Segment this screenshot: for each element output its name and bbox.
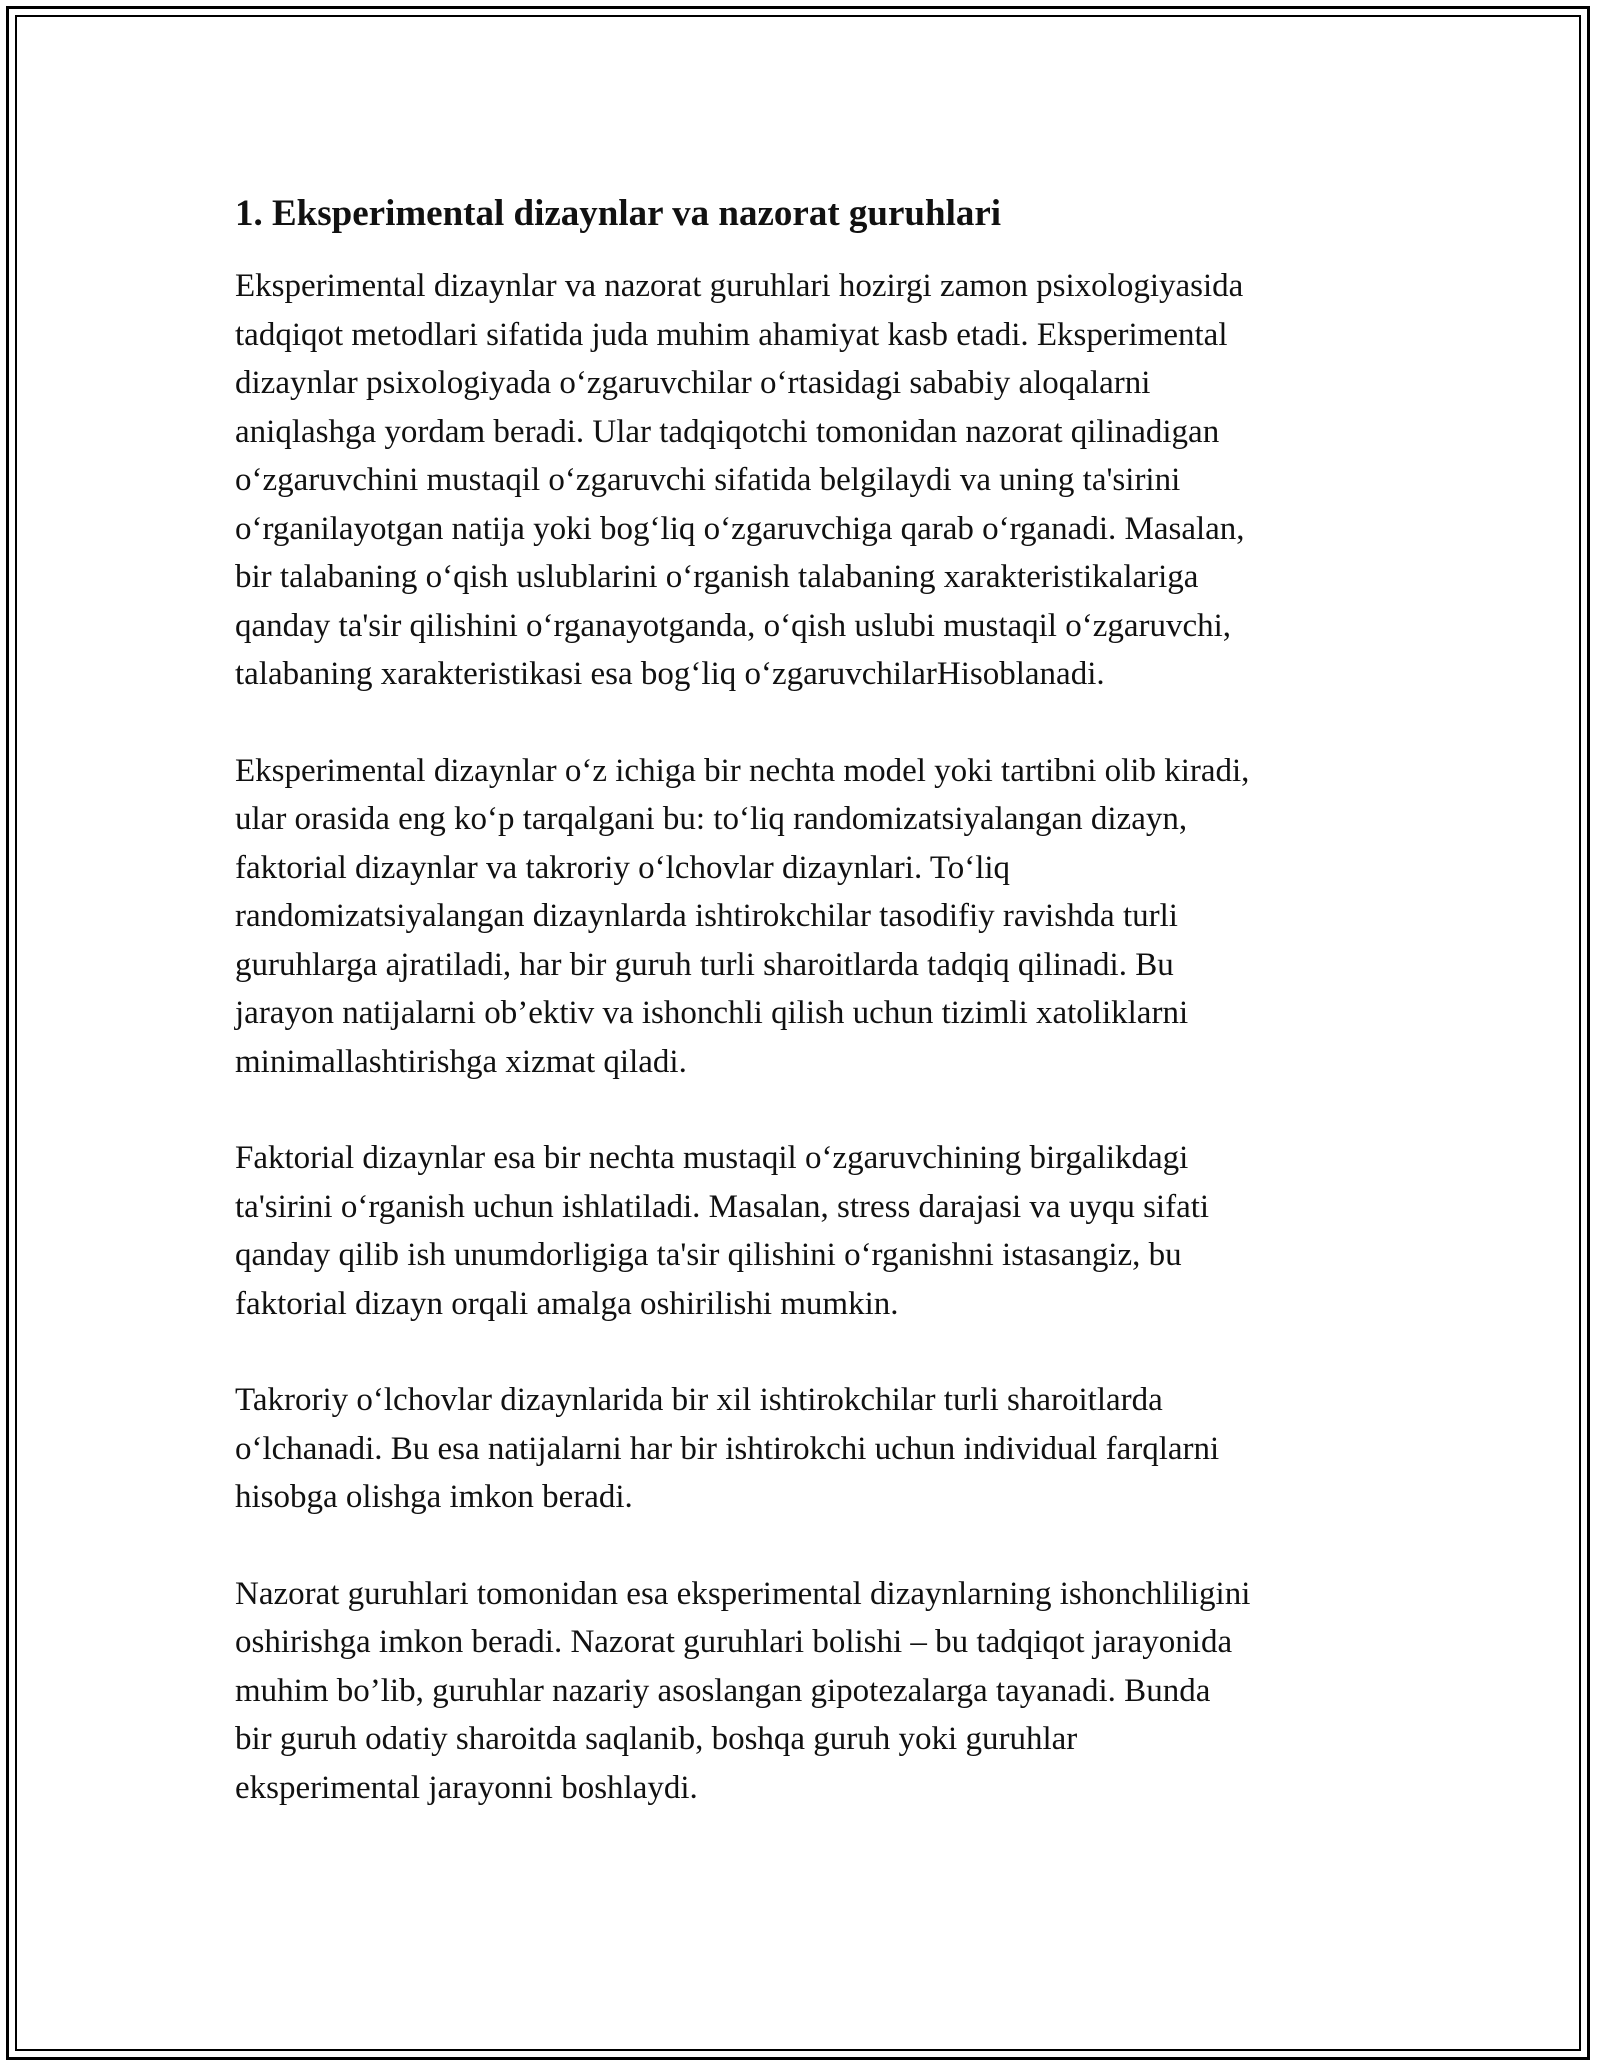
paragraph-2: Eksperimental dizaynlar o‘z ichiga bir nechta model yoki tartibni olib kiradi, ular orasida eng ko‘p tarqalgani bu: to‘liq randomizatsiyalangan dizayn, faktorial dizaynlar va takroriy o‘lchovlar dizaynlari. To‘liq randomizatsiyalangan dizaynlarda ishtirokchilar tasodifiy ravishda turli guruhlarga ajratiladi, har bir guruh turli sharoitlarda tadqiq qilinadi. Bu jarayon natijalarni ob’ektiv va ishonchli qilish uchun tizimli xatoliklarni minimallashtirishga xizmat qiladi.	[235, 752, 1250, 1080]
paragraph-1: Eksperimental dizaynlar va nazorat guruhlari hozirgi zamon psixologiyasida tadqiqot metodlari sifatida juda muhim ahamiyat kasb etadi. Eksperimental dizaynlar psixologiyada o‘zgaruvchilar o‘rtasidagi sababiy aloqalarni aniqlashga yordam beradi. Ular tadqiqotchi tomonidan nazorat qilinadigan o‘zgaruvchini mustaqil o‘zgaruvchi sifatida belgilaydi va uning ta'sirini o‘rganilayotgan natija yoki bog‘liq o‘zgaruvchiga qarab o‘rganadi. Masalan, bir talabaning o‘qish uslublarini o‘rganish talabaning xarakteristikalariga qanday ta'sir qilishini o‘rganayotganda, o‘qish uslubi mustaqil o‘zgaruvchi, talabaning xarakteristikasi esa bog‘liq o‘zgaruvchilarHisoblanadi.	[235, 268, 1245, 692]
section-heading: 1. Eksperimental dizaynlar va nazorat guruhlari	[235, 193, 1002, 234]
paragraph-3: Faktorial dizaynlar esa bir nechta mustaqil o‘zgaruvchining birgalikdagi ta'sirini o‘rganish uchun ishlatiladi. Masalan, stress darajasi va uyqu sifati qanday qilib ish unumdorligiga ta'sir qilishini o‘rganishni istasangiz, bu faktorial dizayn orqali amalga oshirilishi mumkin.	[235, 1140, 1210, 1322]
paragraph-5: Nazorat guruhlari tomonidan esa eksperimental dizaynlarning ishonchliligini oshirishga imkon beradi. Nazorat guruhlari bolishi – bu tadqiqot jarayonida muhim bo’lib, guruhlar nazariy asoslangan gipotezalarga tayanadi. Bunda bir guruh odatiy sharoitda saqlanib, boshqa guruh yoki guruhlar eksperimental jarayonni boshlaydi.	[235, 1575, 1251, 1806]
document-body	[235, 188, 1375, 1860]
paragraph-4: Takroriy o‘lchovlar dizaynlarida bir xil ishtirokchilar turli sharoitlarda o‘lchanadi. Bu esa natijalarni har bir ishtirokchi uchun individual farqlarni hisobga olishga imkon beradi.	[235, 1382, 1220, 1515]
